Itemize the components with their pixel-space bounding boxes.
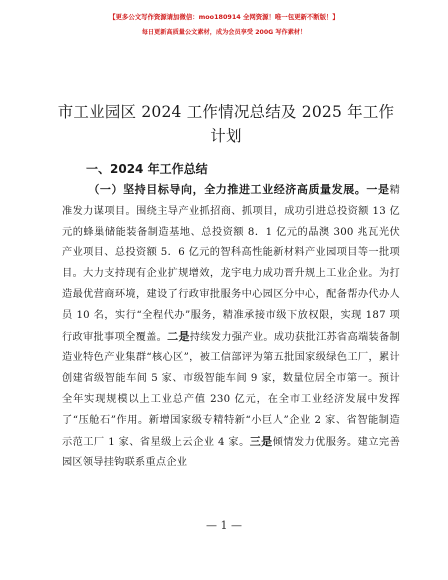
- point-marker: 二是: [167, 329, 190, 343]
- point-marker: 三是: [249, 434, 273, 448]
- document-body: [62, 180, 400, 474]
- page-number: — 1 —: [206, 519, 242, 532]
- paragraph-text: 持续发力强产业。成功获批江苏省高端装备制造业特色产业集群“核心区”，被工信部评为第五批国家级绿色工厂，累计创建省级智能车间 5 家、市级智能车间 9 家，数量位居全市第一。预计全年实现规模以上工业总产值 230 亿元，在全市工业经济发展中发挥了“压舱石”作用。新增国家级专精特新“小巨人”企业 2 家、省智能制造示范工厂 1 家、省星级上云企业 4 家。: [62, 331, 401, 448]
- promo-banner-line2: 每日更新高质量公文素材，成为会员享受 200G 写作素材！: [141, 29, 307, 36]
- paragraph: [62, 180, 400, 474]
- subsection-lead: （一）坚持目标导向，全力推进工业经济高质量发展。一是: [88, 183, 390, 196]
- document-title: 市工业园区 2024 工作情况总结及 2025 年工作计划: [57, 103, 395, 145]
- paragraph-text: 倾情发力优服务。建立完善园区领导挂钩联系重点企业: [62, 436, 401, 469]
- section-heading: 一、2024 年工作总结: [86, 162, 208, 176]
- paragraph-text: 精准发力谋项目。围绕主导产业抓招商、抓项目，成功引进总投资额 13 亿元的蜂巢储能装备制造基地、总投资额 8．1 亿元的晶澳 300 兆瓦光伏产业项目、总投资额 5．6 亿元的智科高性能新材料产业园项目等一批项目。大力支持现有企业扩规增效，龙宇电力成功晋升规上工业企业。为打造最优营商环境，建设了行政审批服务中心园区分中心，配备帮办代办人员 10 名，实行“全程代办”服务，精准承接市级下放权限，实现 187 项行政审批事项全覆盖。: [62, 185, 400, 343]
- promo-banner-line1: 【更多公文写作资源请加微信：moo180914 全网资源！唯一包更新不断版！】: [109, 13, 339, 21]
